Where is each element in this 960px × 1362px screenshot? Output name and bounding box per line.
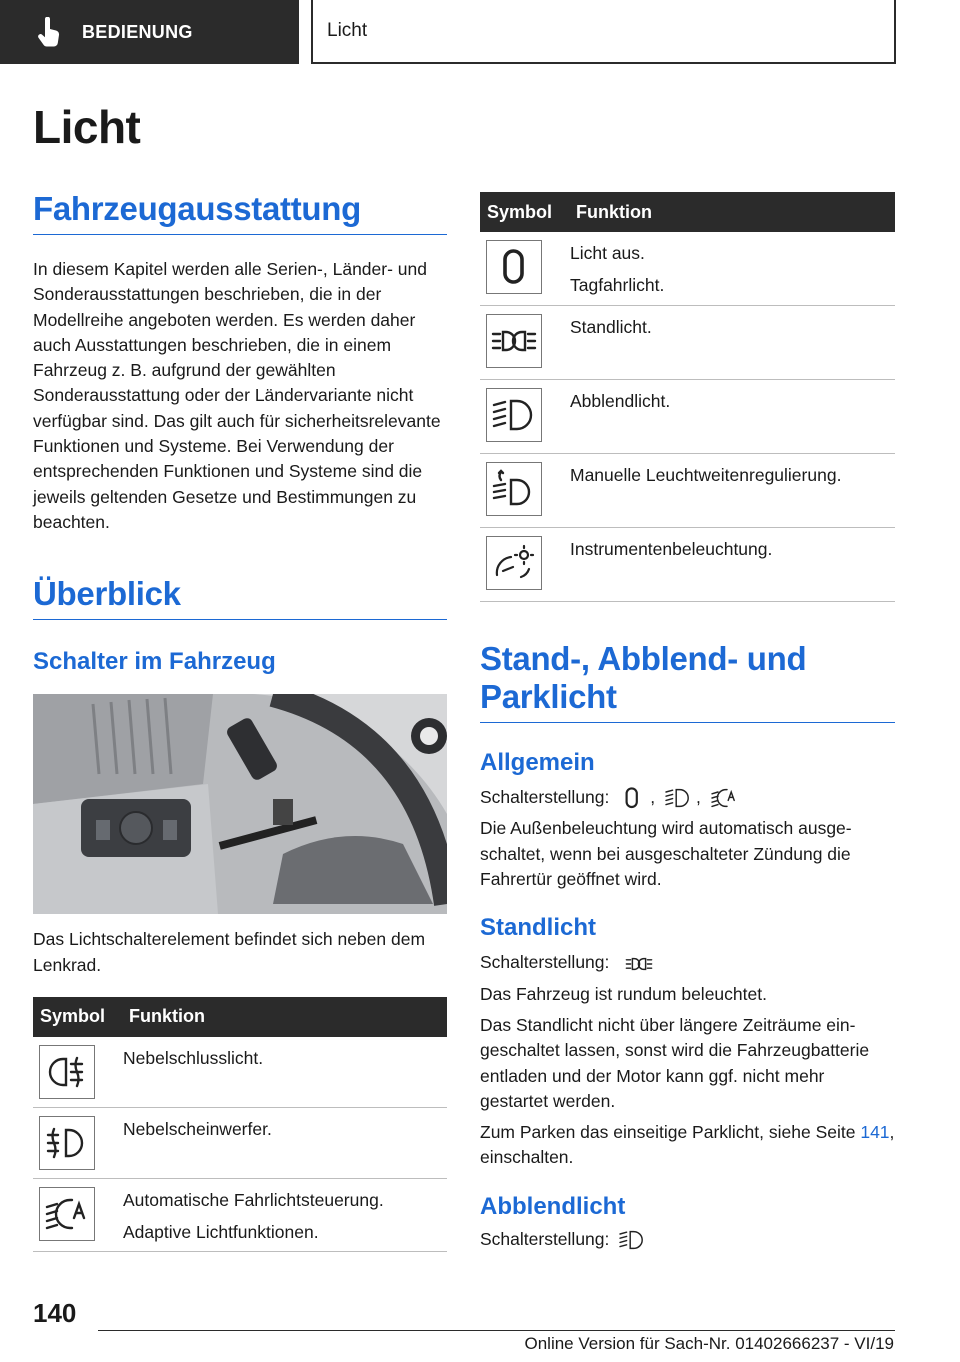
instrument-lighting-icon [486,536,542,590]
fog-front-light-icon [39,1116,95,1170]
heading-standlicht: Standlicht [480,914,597,942]
right-column [480,192,895,1252]
auto-headlight-icon [710,786,738,810]
footer-online-version: Online Version für Sach-Nr. 01402666237 - VI/19 [524,1334,894,1353]
table-row [480,306,895,380]
table-cell-text: Standlicht. [570,317,652,337]
switch-position-allgemein [480,785,895,810]
symbol-table-left [33,997,447,1252]
low-beam-icon [664,786,692,810]
table-cell-text: Abblendlicht. [570,391,671,411]
light-switch-photo [33,694,447,914]
column-header-funktion: Funktion [123,997,447,1037]
low-beam-icon [618,1228,646,1252]
separator: , [696,787,701,807]
paragraph-text: Zum Parken das einseitige Parklicht, siehe Seite [480,1122,856,1143]
table-row [480,454,895,528]
page-link-141[interactable]: 141 [860,1122,890,1143]
table-row [480,528,895,602]
paragraph-standlicht-2: Das Standlicht nicht über längere Zeiträume eingeschaltet lassen, sonst wird die Fahrzeugbatterie entladen und der Motor kann ggf. nicht mehr gestartet werden. [480,1014,870,1111]
table-row [33,1178,447,1251]
heading-abblendlicht: Abblendlicht [480,1192,626,1220]
table-cell-text: Instrumentenbeleuchtung. [570,539,773,559]
table-cell-text: Adaptive Lichtfunktionen. [123,1221,319,1242]
column-header-symbol: Symbol [480,192,570,232]
heading-schalter-im-fahrzeug: Schalter im Fahrzeug [33,648,276,676]
table-row [33,1107,447,1178]
hand-pointer-icon [36,17,64,47]
fog-rear-light-icon [39,1045,95,1099]
light-off-icon [618,786,646,810]
table-cell-text: Tagfahrlicht. [570,275,665,295]
photo-caption: Das Lichtschalterelement befindet sich neben dem Lenkrad. [33,929,426,975]
left-column [33,190,447,1252]
footer-divider [98,1330,895,1331]
section-tab [0,0,299,64]
page-title: Licht [33,101,141,153]
column-header-funktion: Funktion [570,192,895,232]
low-beam-icon [486,388,542,442]
page-number: 140 [33,1298,77,1328]
table-cell-text: Automatische Fahrlichtsteuerung. [123,1189,384,1210]
symbol-table-right [480,192,895,602]
paragraph-fahrzeugausstattung: In diesem Kapitel werden alle Serien-, Länder- und Sonderausstattungen beschrieben, die in der Modellreihe angeboten werden. Es werden daher auch Ausstattungen beschrieben, die in einem Fahrzeug z. B. aufgrund der gewählten Sonderausstattung oder der Ländervariante nicht verfügbar sind. Das gilt auch für sicherheitsrelevante Funktionen und Systeme. Bei Verwendung der entsprechenden Funktionen und Systeme sind die jeweils geltenden Gesetze und Bestimmungen zu beachten. [33,259,441,532]
parking-light-icon [486,314,542,368]
table-cell-text: Licht aus. [570,243,645,263]
paragraph-standlicht-1: Das Fahrzeug ist rundum beleuchtet. [480,983,767,1004]
headlight-range-icon [486,462,542,516]
section-label: BEDIENUNG [82,21,193,42]
table-cell-text: Nebelscheinwerfer. [123,1118,272,1139]
topic-label: Licht [327,20,368,41]
separator: , [650,787,656,807]
heading-fahrzeugausstattung: Fahrzeugausstattung [33,190,447,235]
paragraph-standlicht-3 [480,1120,895,1171]
switch-position-label: Schalterstellung: [480,952,610,973]
column-header-symbol: Symbol [33,997,123,1037]
light-off-icon [486,240,542,294]
table-cell-text: Manuelle Leuchtweitenregulierung. [570,465,842,485]
table-row [480,232,895,306]
heading-ueberblick: Überblick [33,575,447,620]
heading-stand-abblend-parklicht: Stand-, Abblend- und Parklicht [480,640,895,723]
auto-headlight-icon [39,1187,95,1241]
paragraph-text: , einschalten. [480,1122,895,1168]
light-switch-illustration [33,694,447,914]
heading-allgemein: Allgemein [480,749,595,776]
switch-position-standlicht [480,950,895,975]
paragraph-allgemein: Die Außenbeleuchtung wird automatisch ausgeschaltet, wenn bei ausgeschalteter Zündung die Fahrertür geöffnet wird. [480,818,852,889]
parking-light-icon [618,952,660,976]
table-row [480,380,895,454]
switch-position-label: Schalterstellung: [480,787,610,807]
topic-header [311,0,896,64]
switch-position-abblendlicht [480,1227,895,1252]
switch-position-label: Schalterstellung: [480,1228,610,1249]
table-cell-text: Nebelschlusslicht. [123,1047,264,1068]
table-row [33,1037,447,1108]
